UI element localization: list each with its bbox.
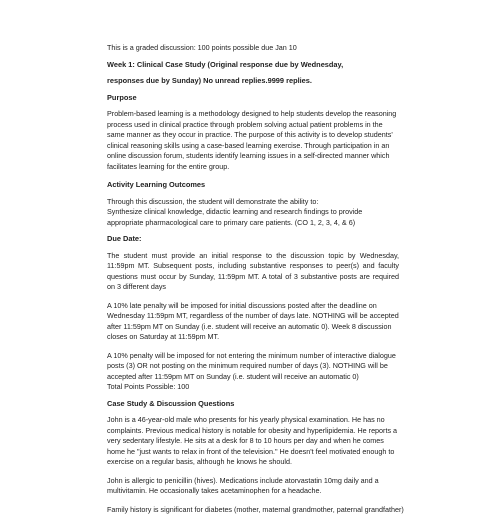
case-paragraph-1: John is a 46-year-old male who presents for his yearly physical examination. He has no complaints. Previous medical history is notable for obesity and hyperlipidemia. He reports a very sedentary lifestyle. He sits at a desk for 8 to 10 hours per day and when he comes home he "just wants to relax in front of the television." He doesn't feel motivated enough to exercise on a regular basis, although he knows he should. — [107, 415, 399, 468]
purpose-heading: Purpose — [107, 93, 399, 104]
case-paragraph-2: John is allergic to penicillin (hives). Medications include atorvastatin 10mg daily and a multivitamin. He occasionally takes acetaminophen for a headache. — [107, 476, 399, 497]
document-page — [107, 43, 399, 515]
total-points: Total Points Possible: 100 — [107, 382, 399, 393]
case-study-heading: Case Study & Discussion Questions — [107, 399, 399, 410]
due-date-paragraph-2: A 10% late penalty will be imposed for initial discussions posted after the deadline on Wednesday 11:59pm MT, regardless of the number of days late. NOTHING will be accepted after 11:59pm MT on Sunday (i.e. student will receive an automatic 0). Week 8 discussion closes on Saturday at 11:59pm MT. — [107, 301, 399, 343]
outcomes-line-2: Synthesize clinical knowledge, didactic learning and research findings to provide — [107, 207, 399, 218]
purpose-body: Problem-based learning is a methodology designed to help students develop the reasoning process used in clinical practice through problem solving actual patient problems in the same manner as they occur in practice. The purpose of this activity is to develop students' clinical reasoning skills using a case-based learning exercise. Through participation in an online discussion forum, students identify learning issues in a self-directed manner which facilitates learning for the entire group. — [107, 109, 399, 172]
outcomes-line-3: appropriate pharmacological care to primary care patients. (CO 1, 2, 3, 4, & 6) — [107, 218, 399, 229]
due-date-heading: Due Date: — [107, 234, 399, 245]
due-date-paragraph-1: The student must provide an initial response to the discussion topic by Wednesday, 11:59pm MT. Subsequent posts, including substantive responses to peer(s) and faculty questions must occur by Sunday, 11:59pm MT. A total of 3 substantive posts are required on 3 different days — [107, 251, 399, 293]
week-title-line-2: responses due by Sunday) No unread replies.9999 replies. — [107, 76, 399, 87]
outcomes-heading: Activity Learning Outcomes — [107, 180, 399, 191]
outcomes-line-1: Through this discussion, the student will demonstrate the ability to: — [107, 197, 399, 208]
graded-discussion-intro: This is a graded discussion: 100 points possible due Jan 10 — [107, 43, 399, 54]
week-title-line-1: Week 1: Clinical Case Study (Original response due by Wednesday, — [107, 60, 399, 71]
due-date-paragraph-3: A 10% penalty will be imposed for not entering the minimum number of interactive dialogue posts (3) OR not posting on the minimum required number of days (3). NOTHING will be accepted after 11:59pm MT on Sunday (i.e. student will receive an automatic 0) — [107, 351, 399, 383]
case-paragraph-3: Family history is significant for diabetes (mother, maternal grandmother, paternal grandfather) — [107, 505, 399, 515]
